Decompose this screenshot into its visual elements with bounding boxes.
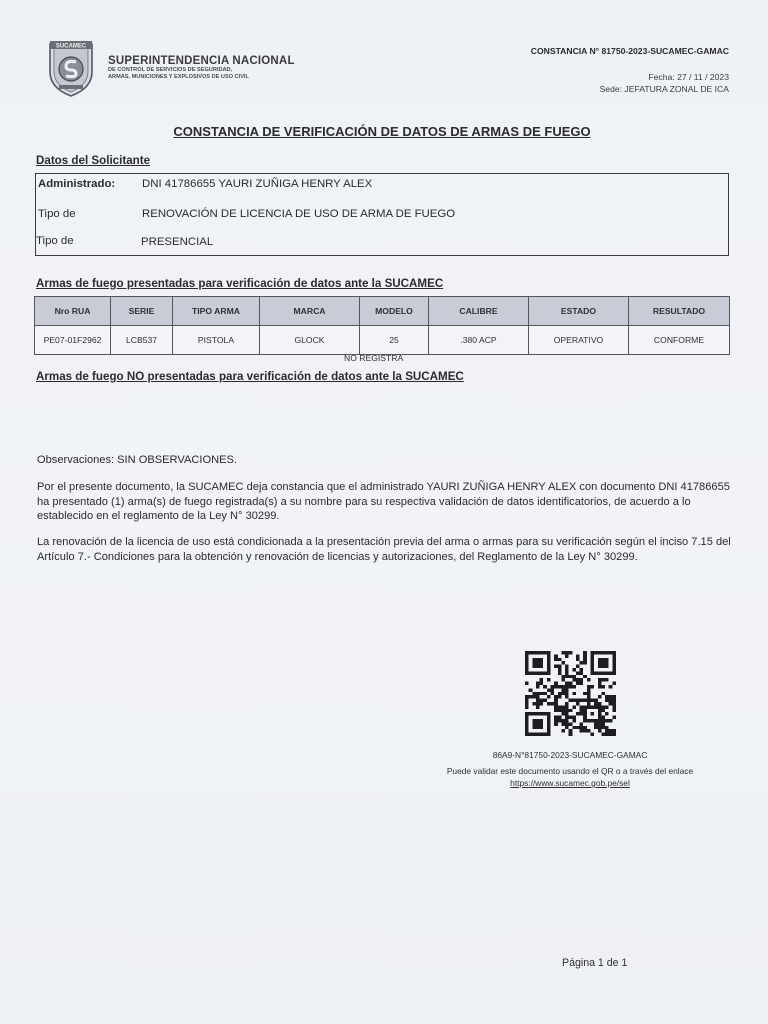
no-registra-note: NO REGISTRA bbox=[344, 353, 404, 363]
column-header: CALIBRE bbox=[429, 297, 529, 326]
column-header: MARCA bbox=[260, 297, 360, 326]
page-number: Página 1 de 1 bbox=[562, 957, 628, 969]
qr-code-icon bbox=[525, 651, 616, 736]
not-presented-arms-title: Armas de fuego NO presentadas para verificación de datos ante la SUCAMEC bbox=[36, 370, 464, 383]
applicant-label: Administrado: bbox=[38, 178, 116, 190]
org-name: SUPERINTENDENCIA NACIONAL bbox=[108, 55, 295, 67]
constancia-number: CONSTANCIA N° 81750-2023-SUCAMEC-GAMAC bbox=[530, 46, 729, 56]
org-subtitle-line-2: ARMAS, MUNICIONES Y EXPLOSIVOS DE USO CIVIL bbox=[108, 74, 249, 80]
column-header: SERIE bbox=[111, 297, 173, 326]
procedure-type-value: RENOVACIÓN DE LICENCIA DE USO DE ARMA DE FUEGO bbox=[142, 208, 456, 220]
qr-verification-code: 86A9-N°81750-2023-SUCAMEC-GAMAC bbox=[492, 750, 648, 760]
column-header: RESULTADO bbox=[629, 297, 730, 326]
table-cell: 25 bbox=[360, 326, 429, 355]
table-cell: CONFORME bbox=[629, 326, 730, 355]
presented-arms-title: Armas de fuego presentadas para verificación de datos ante la SUCAMEC bbox=[36, 277, 444, 290]
table-cell: GLOCK bbox=[260, 326, 360, 355]
applicant-section-title: Datos del Solicitante bbox=[36, 154, 151, 167]
condition-paragraph: La renovación de la licencia de uso está condicionada a la presentación previa del arma o armas para su verificación según el inciso 7.15 del Artículo 7.- Condiciones para la obtención y renovación de licencias y autorizaciones, del Reglamento de la Ley N° 30299. bbox=[37, 536, 731, 563]
table-cell: LCB537 bbox=[111, 326, 173, 355]
table-cell: OPERATIVO bbox=[529, 326, 629, 355]
table-cell: PE07-01F2962 bbox=[35, 326, 111, 355]
org-subtitle bbox=[108, 67, 249, 81]
presented-arms-table bbox=[34, 296, 730, 355]
org-subtitle-line-1: DE CONTROL DE SERVICIOS DE SEGURIDAD, bbox=[108, 67, 233, 73]
procedure-type-label: Tipo de bbox=[38, 208, 76, 220]
observations: Observaciones: SIN OBSERVACIONES. bbox=[37, 454, 237, 466]
column-header: Nro RUA bbox=[35, 297, 111, 326]
column-header: TIPO ARMA bbox=[173, 297, 260, 326]
column-header: MODELO bbox=[360, 297, 429, 326]
attendance-type-value: PRESENCIAL bbox=[141, 236, 214, 248]
table-header-row bbox=[35, 297, 730, 326]
validation-link[interactable]: https://www.sucamec.gob.pe/sel bbox=[510, 778, 630, 788]
statement-paragraph: Por el presente documento, la SUCAMEC deja constancia que el administrado YAURI ZUÑIGA HENRY ALEX con documento DNI 41786655 ha presentado (1) arma(s) de fuego registrada(s) a su nombre para su respectiva validación de datos identificatorios, de acuerdo a lo establecido en el reglamento de la Ley N° 30299. bbox=[37, 481, 730, 522]
column-header: ESTADO bbox=[529, 297, 629, 326]
document-title: CONSTANCIA DE VERIFICACIÓN DE DATOS DE ARMAS DE FUEGO bbox=[173, 124, 591, 139]
qr-validation-note: Puede validar este documento usando el QR o a través del enlace bbox=[446, 766, 694, 776]
attendance-type-label: Tipo de bbox=[36, 235, 74, 247]
issue-date: Fecha: 27 / 11 / 2023 bbox=[648, 72, 729, 82]
applicant-value: DNI 41786655 YAURI ZUÑIGA HENRY ALEX bbox=[142, 178, 373, 190]
table-cell: PISTOLA bbox=[173, 326, 260, 355]
table-row bbox=[35, 326, 730, 355]
office-location: Sede: JEFATURA ZONAL DE ICA bbox=[599, 84, 729, 94]
table-cell: .380 ACP bbox=[429, 326, 529, 355]
svg-text:SUCAMEC: SUCAMEC bbox=[55, 43, 87, 50]
sucamec-seal-icon bbox=[44, 38, 98, 98]
